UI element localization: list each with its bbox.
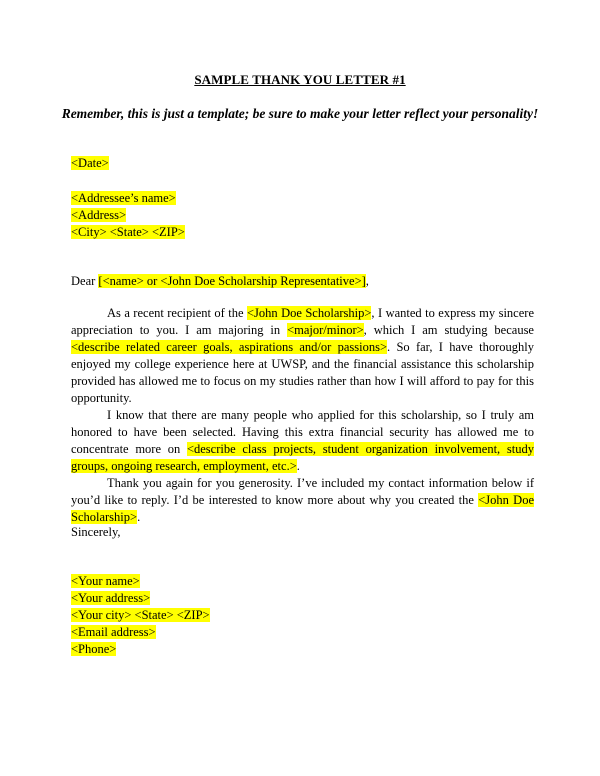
- date-placeholder: <Date>: [71, 156, 109, 170]
- signature-phone-line: [71, 641, 116, 658]
- scholarship-name-placeholder: <John Doe Scholarship>: [246, 306, 372, 320]
- paragraph-text: , I wanted to express my sincere appreciation to you. I am majoring in: [71, 306, 534, 337]
- date-line: [71, 155, 109, 172]
- paragraph-text: I know that there are many people who applied for this scholarship, so I truly am honored to have been selected. Having this extra financial security has allowed me to concentrate more on: [71, 408, 534, 456]
- scholarship-name-placeholder: <John Doe Scholarship>: [71, 493, 534, 524]
- activities-placeholder: <describe class projects, student organization involvement, study groups, ongoing research, employment, etc.>: [71, 442, 534, 473]
- paragraph-text: , which I am studying because: [363, 323, 534, 337]
- career-goals-placeholder: <describe related career goals, aspirations and/or passions>: [71, 340, 388, 354]
- body-paragraph-2: [71, 407, 534, 475]
- closing: Sincerely,: [71, 525, 121, 539]
- signature-email-line: [71, 624, 156, 641]
- body-paragraph-3: [71, 475, 534, 526]
- paragraph-text: .: [137, 510, 141, 524]
- body-paragraph-1: [71, 305, 534, 407]
- addressee-city-line: [71, 224, 185, 241]
- signature-city-line: [71, 607, 210, 624]
- salutation-prefix: Dear: [71, 274, 99, 288]
- signature-email-placeholder: <Email address>: [71, 625, 156, 639]
- signature-name-placeholder: <Your name>: [71, 574, 140, 588]
- signature-address-placeholder: <Your address>: [71, 591, 151, 605]
- paragraph-text: As a recent recipient of the: [107, 306, 247, 320]
- addressee-address-line: [71, 207, 126, 224]
- paragraph-text: .: [296, 459, 300, 473]
- salutation: [71, 273, 369, 290]
- salutation-name-placeholder: [<name> or <John Doe Scholarship Representative>]: [98, 274, 366, 288]
- letter-title: SAMPLE THANK YOU LETTER #1: [194, 72, 406, 87]
- signature-address-line: [71, 590, 150, 607]
- letter-subtitle: Remember, this is just a template; be sure to make your letter reflect your personality!: [61, 106, 539, 121]
- addressee-city-placeholder: <City> <State> <ZIP>: [71, 225, 185, 239]
- signature-phone-placeholder: <Phone>: [71, 642, 117, 656]
- addressee-name-placeholder: <Addressee’s name>: [71, 191, 176, 205]
- paragraph-text: . So far, I have thoroughly enjoyed my college experience here at UWSP, and the financial assistance this scholarship provided has allowed me to focus on my studies rather than how I will afford to pay for this opportunity.: [71, 340, 534, 405]
- addressee-address-placeholder: <Address>: [71, 208, 127, 222]
- letter-body: [71, 305, 534, 526]
- addressee-name-line: [71, 190, 176, 207]
- paragraph-text: Thank you again for you generosity. I’ve included my contact information below if you’d like to reply. I’d be interested to know more about why you created the: [71, 476, 534, 507]
- salutation-suffix: ,: [365, 274, 369, 288]
- signature-name-line: [71, 573, 140, 590]
- major-placeholder: <major/minor>: [287, 323, 364, 337]
- signature-city-placeholder: <Your city> <State> <ZIP>: [71, 608, 210, 622]
